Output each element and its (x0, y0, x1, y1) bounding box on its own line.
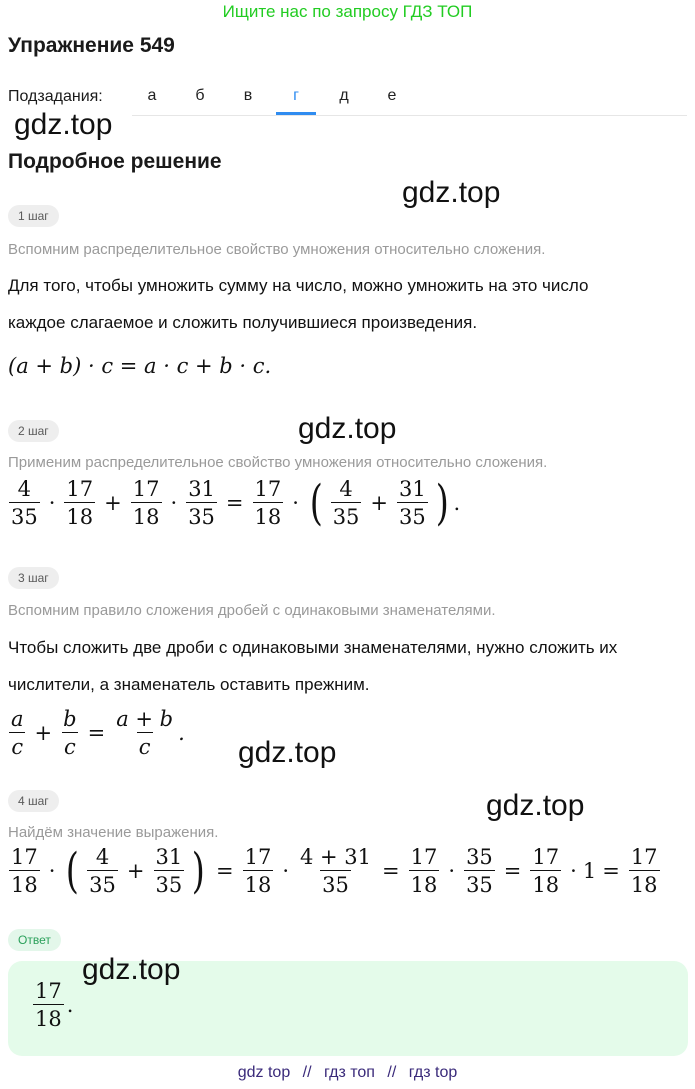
tab-a[interactable]: а (147, 87, 157, 104)
subtasks-tabs (132, 80, 687, 116)
step-hint: Применим распределительное свойство умножения относительно сложения. (8, 454, 548, 471)
tab-d[interactable]: д (339, 87, 349, 104)
tab-e[interactable]: е (387, 87, 397, 104)
watermark: gdz.top (82, 953, 181, 986)
fraction: $\frac{31}{35}$ (399, 477, 426, 530)
watermark: gdz.top (298, 412, 397, 445)
watermark: gdz.top (14, 108, 113, 141)
fraction: a c (11, 707, 24, 760)
answer-fraction: 17 18 . (35, 979, 74, 1032)
footer-separator: // (387, 1064, 397, 1081)
step-badge: 2 шаг (8, 420, 59, 442)
step-text (8, 267, 678, 341)
step-badge: 4 шаг (8, 790, 59, 812)
formula-step2: 4 35 · 17 18 + $\frac{17}{18}$ · $\frac{31}{35}$ = $\frac{17}{18}$ · ( 4 35 + $\frac{31}{35}$ ) . (11, 475, 461, 532)
fraction: $\frac{17}{18}$ (254, 477, 282, 530)
tab-b[interactable]: б (195, 87, 205, 104)
fraction: $\frac{4 + 31}{35}$ (300, 845, 372, 898)
fraction: 17 18 (66, 477, 94, 530)
fraction: 4 35 (11, 477, 38, 530)
footer-link[interactable]: gdz top (237, 1064, 291, 1081)
step-hint: Найдём значение выражения. (8, 824, 219, 841)
step-badge: 1 шаг (8, 205, 59, 227)
step-hint: Вспомним распределительное свойство умножения относительно сложения. (8, 241, 546, 258)
fraction: $\frac{17}{18}$ (244, 845, 272, 898)
footer-links (0, 1064, 695, 1082)
fraction: $\frac{31}{35}$ (155, 845, 183, 898)
page-title: Упражнение 549 (8, 34, 175, 57)
fraction: $\frac{17}{18}$ (132, 477, 160, 530)
formula-distributive: (a + b) · c = a · c + b · c. (8, 354, 272, 378)
subtasks-label: Подзадания: (8, 88, 103, 105)
formula-fraction-sum: a c + $\frac{b}{c}$ = $\frac{a + b}{c}$ . (11, 707, 185, 760)
step-text-line: Чтобы сложить две дроби с одинаковыми знаменателями, нужно сложить их (8, 638, 618, 657)
step-badge: 3 шаг (8, 567, 59, 589)
formula-step4: 17 18 · ( 4 35 + $\frac{31}{35}$ ) = $\frac{17}{18}$ · $\frac{4 + 31}{35}$ = $\frac{17}{18}$ · $\frac{35}{35}$ = $\frac{17}{18}$ · 1 = $\frac{17}{18}$ (11, 843, 658, 900)
tab-g[interactable]: г (276, 80, 316, 115)
answer-badge: Ответ (8, 929, 61, 951)
section-title: Подробное решение (8, 150, 222, 173)
watermark: gdz.top (402, 176, 501, 209)
fraction: $\frac{b}{c}$ (63, 707, 77, 760)
fraction: 17 18 (35, 979, 62, 1032)
fraction: $\frac{17}{18}$ (630, 845, 658, 898)
step-text-line: числители, а знаменатель оставить прежним. (8, 675, 370, 694)
tab-v[interactable]: в (243, 87, 253, 104)
footer-link[interactable]: гдз top (408, 1064, 458, 1081)
search-banner: Ищите нас по запросу ГДЗ ТОП (222, 2, 473, 21)
fraction: $\frac{17}{18}$ (532, 845, 560, 898)
fraction: $\frac{31}{35}$ (188, 477, 215, 530)
step-hint: Вспомним правило сложения дробей с одинаковыми знаменателями. (8, 602, 496, 619)
fraction: 4 35 (89, 845, 116, 898)
step-text-line: каждое слагаемое и сложить получившиеся произведения. (8, 313, 478, 332)
fraction: $\frac{35}{35}$ (466, 845, 493, 898)
fraction: 4 35 (332, 477, 360, 530)
footer-link[interactable]: гдз топ (324, 1064, 375, 1081)
fraction: $\frac{17}{18}$ (410, 845, 438, 898)
watermark: gdz.top (238, 736, 337, 769)
step-text (8, 629, 678, 703)
watermark: gdz.top (486, 789, 585, 822)
step-text-line: Для того, чтобы умножить сумму на число, можно умножить на это число (8, 276, 589, 295)
fraction: $\frac{a + b}{c}$ (116, 707, 174, 760)
footer-separator: // (302, 1064, 312, 1081)
fraction: 17 18 (11, 845, 38, 898)
